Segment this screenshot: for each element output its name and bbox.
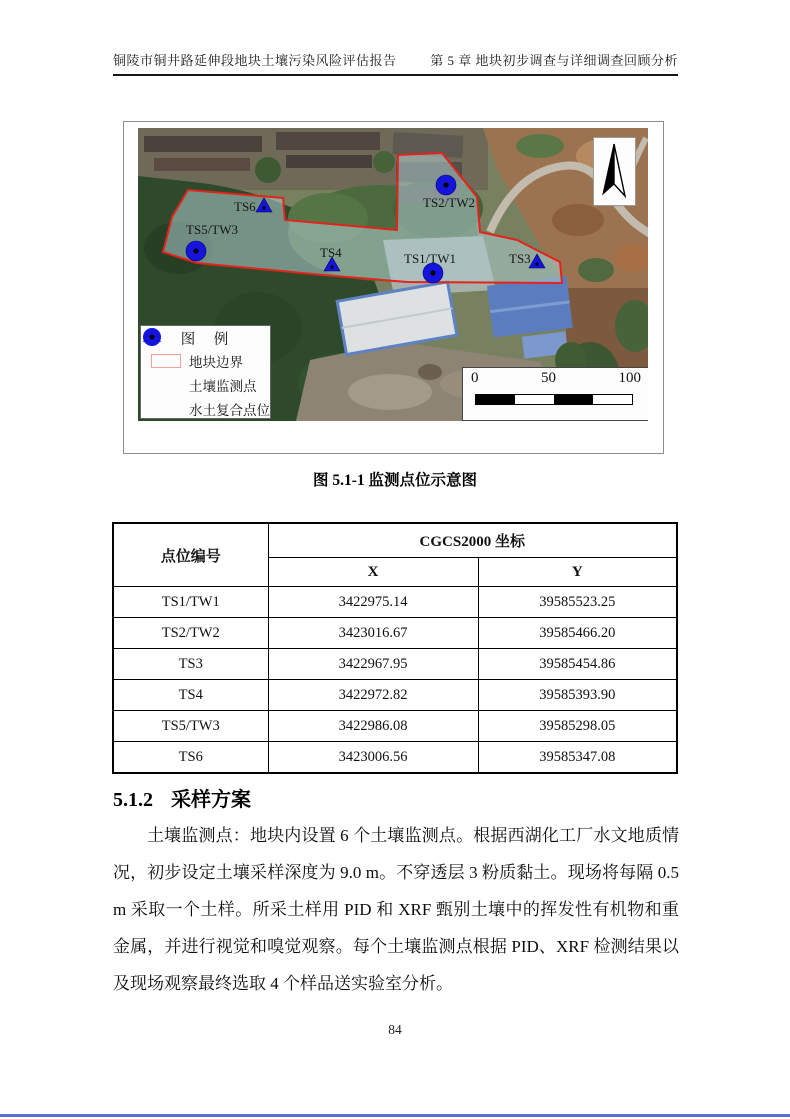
- cell-y-coord: 39585454.86: [478, 649, 677, 680]
- scale-bar-segments: [475, 394, 633, 405]
- table-row: [113, 618, 677, 649]
- legend-circle-icon: [141, 326, 163, 348]
- page-bottom-divider: [0, 1114, 790, 1117]
- cell-x-coord: 3422967.95: [268, 649, 478, 680]
- site-boundary-polygon: [163, 153, 562, 283]
- legend-title: 图 例: [180, 332, 231, 348]
- scale-bar: [462, 367, 648, 421]
- cell-y-coord: 39585298.05: [478, 711, 677, 742]
- point-label: TS5/TW3: [186, 222, 238, 237]
- point-label: TS4: [320, 245, 342, 260]
- cell-x-coord: 3422986.08: [268, 711, 478, 742]
- legend-item: [141, 397, 270, 421]
- table-row: [113, 649, 677, 680]
- section-number: 5.1.2: [113, 789, 153, 811]
- table-row: [113, 587, 677, 618]
- cell-x-coord: 3422975.14: [268, 587, 478, 618]
- legend-item-label: 地块边界: [189, 355, 243, 370]
- col-header-x: X: [268, 558, 478, 587]
- col-header-y: Y: [478, 558, 677, 587]
- section-title: 采样方案: [171, 789, 251, 811]
- north-arrow: [593, 137, 636, 206]
- page-header: [113, 50, 678, 69]
- site-map-figure: [123, 121, 664, 454]
- table-row: [113, 742, 677, 774]
- cell-point-id: TS6: [113, 742, 268, 774]
- cell-point-id: TS1/TW1: [113, 587, 268, 618]
- header-left-title: 铜陵市铜井路延伸段地块土壤污染风险评估报告: [113, 53, 397, 68]
- col-header-point-id: 点位编号: [113, 523, 268, 587]
- cell-point-id: TS3: [113, 649, 268, 680]
- cell-x-coord: 3423006.56: [268, 742, 478, 774]
- point-label: TS1/TW1: [404, 251, 456, 266]
- legend-boundary-icon: [151, 354, 181, 368]
- table-row: [113, 680, 677, 711]
- section-heading: [113, 783, 251, 812]
- satellite-map: [138, 128, 648, 421]
- map-legend: [140, 325, 271, 419]
- cell-y-coord: 39585466.20: [478, 618, 677, 649]
- body-paragraph: 土壤监测点：地块内设置 6 个土壤监测点。根据西湖化工厂水文地质情况，初步设定土壤采样深度为 9.0 m。不穿透层 3 粉质黏土。现场将每隔 0.5 m 采取一个土样。所采土样用 PID 和 XRF 甄别土壤中的挥发性有机物和重金属，并进行视觉和嗅觉观察。每个土壤监测点根据 PID、XRF 检测结果以及现场观察最终选取 4 个样品送实验室分析。: [113, 826, 679, 993]
- cell-y-coord: 39585347.08: [478, 742, 677, 774]
- cell-y-coord: 39585523.25: [478, 587, 677, 618]
- point-label: TS6: [234, 199, 256, 214]
- scale-label-50: 50: [541, 370, 556, 386]
- header-right-chapter: 第 5 章 地块初步调查与详细调查回顾分析: [430, 53, 678, 68]
- point-label: TS2/TW2: [423, 195, 475, 210]
- table-row: [113, 711, 677, 742]
- legend-item: [141, 349, 270, 373]
- coordinates-table: [112, 522, 678, 774]
- page-number: 84: [388, 1022, 402, 1037]
- header-rule: [113, 74, 678, 76]
- legend-item-label: 水土复合点位: [189, 403, 270, 418]
- cell-point-id: TS4: [113, 680, 268, 711]
- cell-point-id: TS2/TW2: [113, 618, 268, 649]
- legend-item: [141, 373, 270, 397]
- cell-x-coord: 3422972.82: [268, 680, 478, 711]
- cell-y-coord: 39585393.90: [478, 680, 677, 711]
- north-arrow-icon: [594, 138, 635, 205]
- legend-item-label: 土壤监测点: [189, 379, 257, 394]
- point-label: TS3: [509, 251, 531, 266]
- scale-label-0: 0: [471, 370, 479, 386]
- figure-caption: 图 5.1-1 监测点位示意图: [312, 472, 478, 489]
- cell-point-id: TS5/TW3: [113, 711, 268, 742]
- scale-label-100: 100: [618, 370, 641, 386]
- cell-x-coord: 3423016.67: [268, 618, 478, 649]
- col-header-cgcs2000: CGCS2000 坐标: [268, 523, 677, 558]
